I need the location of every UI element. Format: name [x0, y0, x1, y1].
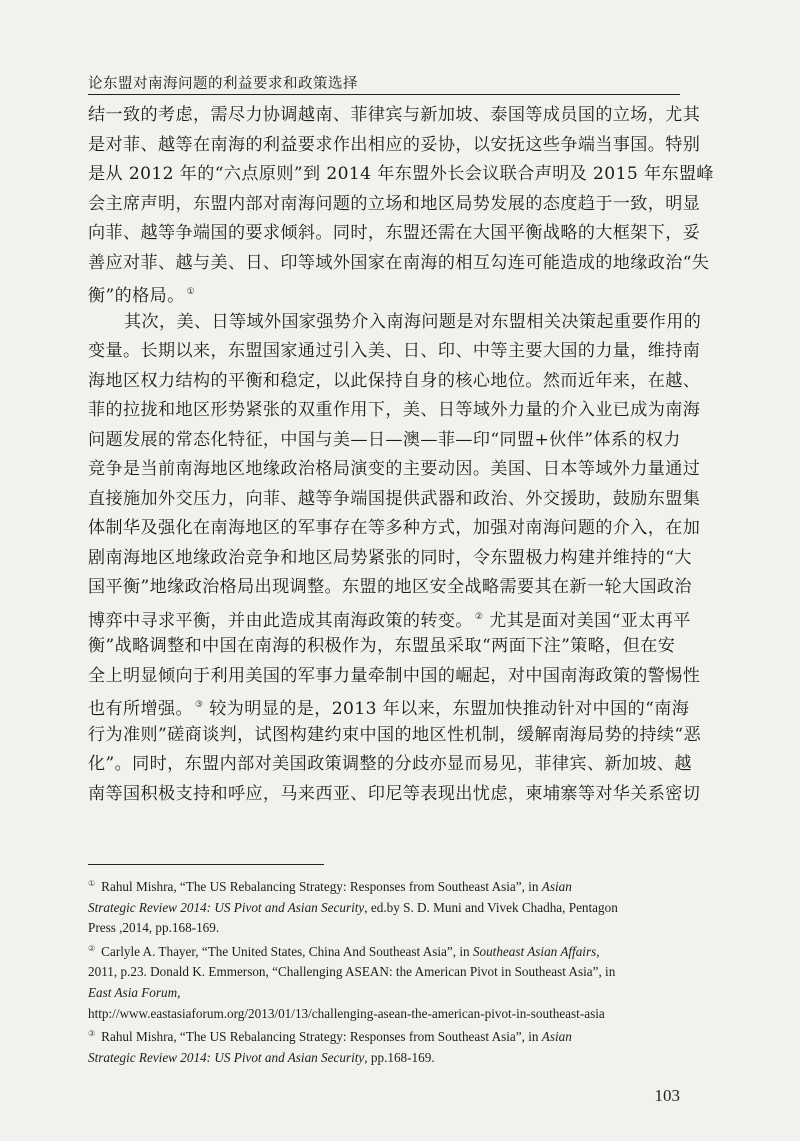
footnote-1 [88, 874, 688, 939]
footnote-text: , ed.by S. D. Muni and Vivek Chadha, Pentagon [364, 899, 618, 915]
footnote-ref-2[interactable]: ② [474, 611, 484, 622]
footnote-mark: ② [88, 943, 96, 953]
footnote-line [88, 939, 688, 963]
body-line: 剧南海地区地缘政治竞争和地区局势紧张的同时，令东盟极力构建并维持的“大 [88, 547, 692, 568]
body-line: 海地区权力结构的平衡和稳定，以此保持自身的核心地位。然而近年来，在越、 [88, 370, 701, 391]
footnote-text-italic: Asian [541, 1029, 572, 1045]
body-line: 菲的拉拢和地区形势紧张的双重作用下，美、日等域外力量的介入业已成为南海 [88, 400, 701, 420]
footnote-text: , [596, 943, 600, 959]
footnote-text: Rahul Mishra, “The US Rebalancing Strategy: Responses from Southeast Asia”, in [101, 879, 542, 894]
body-line: 全上明显倾向于利用美国的军事力量牵制中国的崛起，对中国南海政策的警惕性 [88, 665, 701, 686]
footnote-line: Press ,2014, pp.168-169. [88, 920, 220, 936]
body-line-text: 博弈中寻求平衡，并由此造成其南海政策的转变。 [88, 610, 473, 631]
footnote-rule [88, 864, 324, 865]
page-number: 103 [654, 1086, 680, 1105]
footnote-url[interactable]: http://www.eastasiaforum.org/2013/01/13/challenging-asean-the-american-pivot-in-southeast-asia [88, 1005, 605, 1021]
body-line: 体制华及强化在南海地区的军事存在等多种方式，加强对南海问题的介入，在加 [88, 518, 701, 538]
footnote-text-italic: East Asia Forum, [88, 984, 181, 1000]
body-line: 国平衡”地缘政治格局出现调整。东盟的地区安全战略需要其在新一轮大国政治 [88, 577, 692, 597]
footnote-line [88, 874, 688, 898]
footnote-text: Rahul Mishra, “The US Rebalancing Strategy: Responses from Southeast Asia”, in [101, 1029, 542, 1045]
footnote-line: 2011, p.23. Donald K. Emmerson, “Challenging ASEAN: the American Pivot in Southeast Asia”, in [88, 964, 616, 980]
body-line: 行为准则”磋商谈判，试图构建约束中国的地区性机制，缓解南海局势的持续“恶 [88, 724, 702, 745]
body-line [88, 603, 691, 633]
body-line: 问题发展的常态化特征，中国与美—日—澳—菲—印“同盟+伙伴”体系的权力 [88, 429, 681, 450]
body-line-text: 衡”的格局。 [88, 286, 185, 306]
footnote-text-italic: Asian [541, 879, 572, 894]
footnote-mark: ③ [88, 1029, 96, 1039]
body-line: 南等国积极支持和呼应，马来西亚、印尼等表现出忧虑，柬埔寨等对华关系密切 [88, 783, 701, 804]
footnote-ref-1[interactable]: ① [186, 287, 196, 297]
body-line: 竞争是当前南海地区地缘政治格局演变的主要动因。美国、日本等域外力量通过 [88, 459, 701, 479]
body-line-text: 也有所增强。 [88, 699, 193, 719]
footnote-text-italic: Strategic Review 2014: US Pivot and Asian Security [88, 1049, 365, 1065]
body-line: 是从 2012 年的“六点原则”到 2014 年东盟外长会议联合声明及 2015 年东盟峰 [88, 164, 714, 184]
footnote-text-italic: Strategic Review 2014: US Pivot and Asian Security [88, 899, 365, 915]
body-line: 化”。同时，东盟内部对美国政策调整的分歧亦显而易见，菲律宾、新加坡、越 [88, 754, 692, 774]
footnote-text: , pp.168-169. [364, 1049, 435, 1065]
footnote-line [88, 898, 688, 919]
body-line: 其次，美、日等域外国家强势介入南海问题是对东盟相关决策起重要作用的 [124, 311, 702, 332]
body-line-text: 尤其是面对美国“亚太再平 [489, 610, 691, 631]
body-line: 善应对菲、越与美、日、印等域外国家在南海的相互勾连可能造成的地缘政治“失 [88, 252, 710, 273]
body-line: 是对菲、越等在南海的利益要求作出相应的妥协，以安抚这些争端当事国。特别 [88, 134, 701, 155]
body-line: 向菲、越等争端国的要求倾斜。同时，东盟还需在大国平衡战略的大框架下，妥 [88, 223, 701, 243]
footnote-line [88, 1048, 688, 1069]
body-text [88, 101, 714, 809]
footnote-2 [88, 939, 688, 1024]
body-line: 结一致的考虑，需尽力协调越南、菲律宾与新加坡、泰国等成员国的立场，尤其 [88, 105, 701, 125]
footnote-3 [88, 1024, 688, 1068]
footnotes [88, 874, 688, 1068]
header-rule [88, 94, 680, 95]
footnote-text-italic: Southeast Asian Affairs [472, 943, 597, 959]
body-line: 衡”战略调整和中国在南海的积极作为，东盟虽采取“两面下注”策略，但在安 [88, 636, 676, 656]
body-line [88, 691, 690, 721]
body-line: 会主席声明，东盟内部对南海问题的立场和地区局势发展的态度趋于一致，明显 [88, 193, 701, 214]
body-line [88, 278, 680, 308]
body-line: 变量。长期以来，东盟国家通过引入美、日、印、中等主要大国的力量，维持南 [88, 341, 701, 361]
footnote-line [88, 1024, 688, 1048]
footnote-mark: ① [88, 879, 96, 888]
footnote-text: Carlyle A. Thayer, “The United States, China And Southeast Asia”, in [101, 943, 473, 959]
body-line-text: 较为明显的是，2013 年以来，东盟加快推动针对中国的“南海 [209, 699, 690, 719]
body-line: 直接施加外交压力，向菲、越等争端国提供武器和政治、外交援助，鼓励东盟集 [88, 488, 701, 509]
running-header: 论东盟对南海问题的利益要求和政策选择 [88, 76, 358, 92]
footnote-ref-3[interactable]: ③ [194, 700, 204, 710]
footnote-line [88, 983, 688, 1004]
